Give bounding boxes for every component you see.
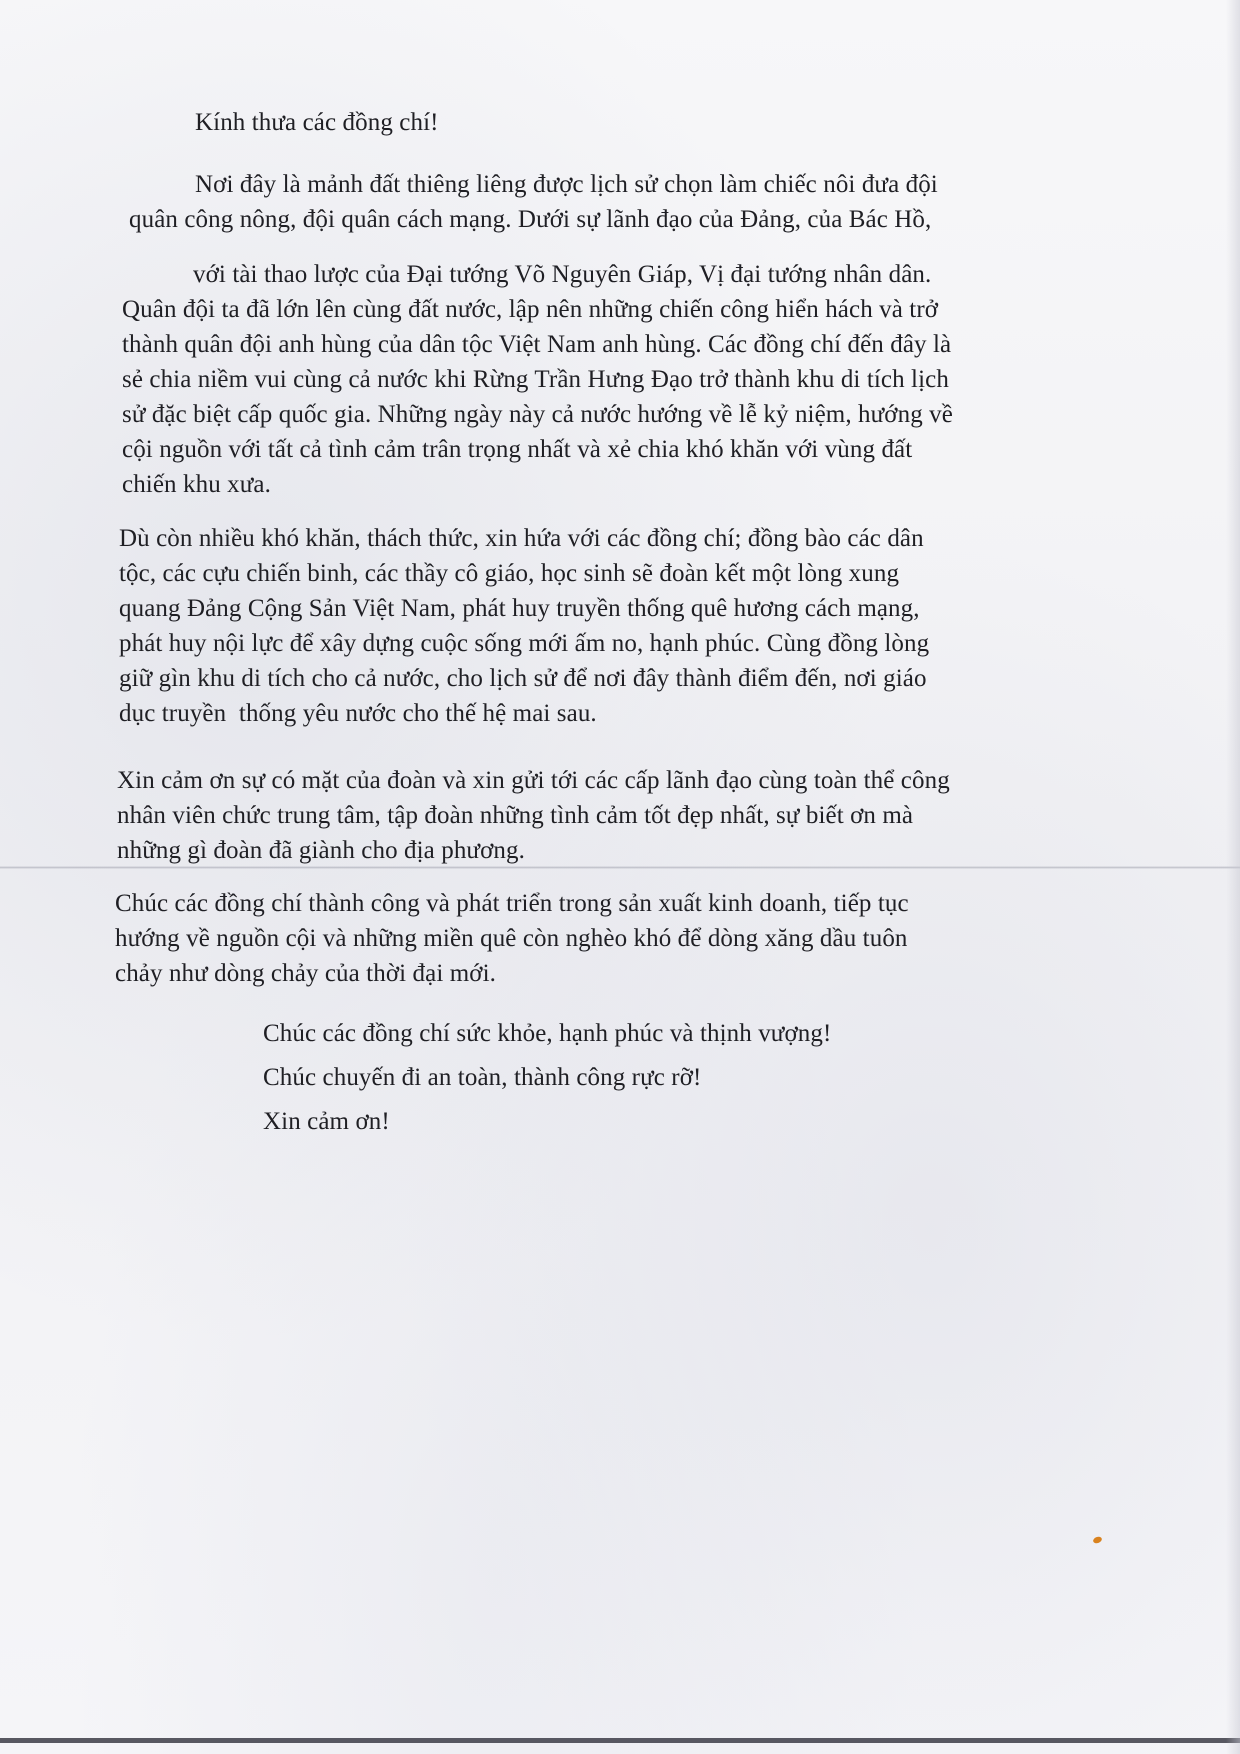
paper-bottom-edge xyxy=(0,1738,1240,1743)
paragraph-3 xyxy=(119,521,929,731)
paragraph-4-line: Xin cảm ơn sự có mặt của đoàn và xin gửi tới các cấp lãnh đạo cùng toàn thể công xyxy=(117,767,950,794)
paragraph-3-line: giữ gìn khu di tích cho cả nước, cho lịch sử để nơi đây thành điểm đến, nơi giáo xyxy=(119,665,927,692)
paragraph-3-line: dục truyền thống yêu nước cho thế hệ mai sau. xyxy=(119,700,597,727)
closing-wish-journey: Chúc chuyến đi an toàn, thành công rực rỡ! xyxy=(263,1064,702,1091)
paragraph-2-line: sẻ chia niềm vui cùng cả nước khi Rừng Trần Hưng Đạo trở thành khu di tích lịch xyxy=(122,366,949,393)
paragraph-2 xyxy=(122,257,953,502)
paragraph-1-line: Nơi đây là mảnh đất thiêng liêng được lịch sử chọn làm chiếc nôi đưa đội xyxy=(195,171,938,198)
greeting xyxy=(195,105,439,140)
paragraph-1 xyxy=(129,167,938,237)
closing-wish-health: Chúc các đồng chí sức khỏe, hạnh phúc và thịnh vượng! xyxy=(263,1020,832,1047)
paragraph-3-line: phát huy nội lực để xây dựng cuộc sống mới ấm no, hạnh phúc. Cùng đồng lòng xyxy=(119,630,930,657)
paragraph-2-line: sử đặc biệt cấp quốc gia. Những ngày này cả nước hướng về lễ kỷ niệm, hướng về xyxy=(122,401,953,428)
paragraph-4-line: nhân viên chức trung tâm, tập đoàn những tình cảm tốt đẹp nhất, sự biết ơn mà xyxy=(117,802,914,829)
paragraph-2-line: thành quân đội anh hùng của dân tộc Việt Nam anh hùng. Các đồng chí đến đây là xyxy=(122,331,952,358)
closing-thanks: Xin cảm ơn! xyxy=(263,1108,390,1135)
paragraph-5-line: hướng về nguồn cội và những miền quê còn nghèo khó để dòng xăng dầu tuôn xyxy=(115,925,908,952)
paragraph-2-line: với tài thao lược của Đại tướng Võ Nguyên Giáp, Vị đại tướng nhân dân. xyxy=(193,261,932,288)
paragraph-2-line: chiến khu xưa. xyxy=(122,471,271,498)
paragraph-3-line: quang Đảng Cộng Sản Việt Nam, phát huy truyền thống quê hương cách mạng, xyxy=(119,595,920,622)
paragraph-4 xyxy=(117,763,950,868)
ink-spot xyxy=(1092,1536,1103,1545)
paragraph-2-line: Quân đội ta đã lớn lên cùng đất nước, lập nên những chiến công hiển hách và trở xyxy=(122,296,939,323)
paper-right-edge xyxy=(1226,0,1240,1754)
paragraph-5-line: chảy như dòng chảy của thời đại mới. xyxy=(115,960,496,987)
paragraph-1-line: quân công nông, đội quân cách mạng. Dưới sự lãnh đạo của Đảng, của Bác Hồ, xyxy=(129,206,932,233)
paragraph-5 xyxy=(115,886,909,991)
closing xyxy=(263,1012,831,1144)
paragraph-4-line: những gì đoàn đã giành cho địa phương. xyxy=(117,837,525,864)
paragraph-5-line: Chúc các đồng chí thành công và phát triển trong sản xuất kinh doanh, tiếp tục xyxy=(115,890,909,917)
paragraph-2-line: cội nguồn với tất cả tình cảm trân trọng nhất và xẻ chia khó khăn với vùng đất xyxy=(122,436,913,463)
paragraph-3-line: tộc, các cựu chiến binh, các thầy cô giáo, học sinh sẽ đoàn kết một lòng xung xyxy=(119,560,900,587)
paragraph-3-line: Dù còn nhiều khó khăn, thách thức, xin hứa với các đồng chí; đồng bào các dân xyxy=(119,525,924,552)
greeting-text: Kính thưa các đồng chí! xyxy=(195,109,439,136)
